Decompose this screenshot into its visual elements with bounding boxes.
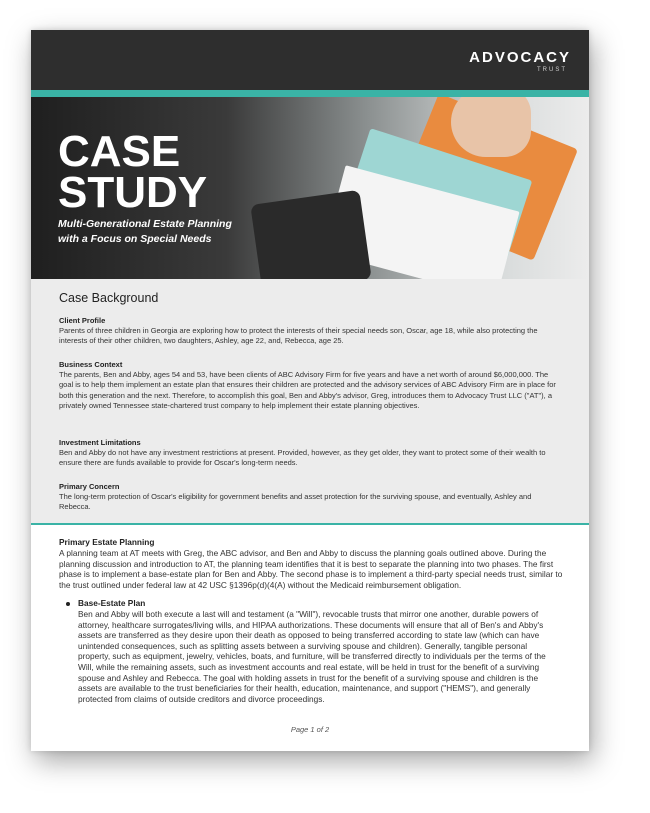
advocacy-trust-logo: ADVOCACY xyxy=(469,49,571,66)
hero-title-line: CASE xyxy=(58,127,181,176)
block-heading: Investment Limitations xyxy=(59,438,141,447)
section-body: A planning team at AT meets with Greg, the ABC advisor, and Ben and Abby to discuss the planning goals outlined above. During the planning discussion and introduction to AT, the planning team identifies that it is best to separate the planning into two phases. The first phase is to implement a base-estate plan for Ben and Abby. The second phase is to implement a third-party special needs trust, similar to the trust outlined under federal law at 42 USC §1396p(d)(4(A) without the Medicaid reimbursement obligation. xyxy=(59,548,563,590)
hero-subtitle-line: Multi-Generational Estate Planning xyxy=(58,218,232,230)
block-body: Parents of three children in Georgia are exploring how to protect the interests of their special needs son, Oscar, age 18, while also protecting the interests of their other children, two daughters, Ashley, age 22, and, Rebecca, age 25. xyxy=(59,326,538,346)
section-heading: Primary Estate Planning xyxy=(59,537,155,547)
sleeve-image xyxy=(250,190,371,279)
business-context-block xyxy=(59,360,564,412)
section-title: Case Background xyxy=(59,291,159,305)
block-body: Ben and Abby do not have any investment restrictions at present. Provided, however, as they get older, they want to protect some of their wealth to ensure there are funds available to provide for Oscar's long-term needs. xyxy=(59,448,546,468)
hero-subtitle-line: with a Focus on Special Needs xyxy=(58,233,212,245)
bullet-body: Ben and Abby will both execute a last will and testament (a "Will"), revocable trusts that mirror one another, durable powers of attorney, healthcare surrogates/living wills, and HIPAA authorizations. These documents will ensure that all of Ben's and Abby's assets are transferred as they desire upon their death as opposed to being transferred according to state law (which can have unintended consequences, such as splitting assets between a surviving spouse and children). Generally, tangible personal property, such as equipment, jewelry, vehicles, boats, and furniture, will be transferred directly to individuals per the terms of the Will, while the remaining assets, such as investment accounts and real estate, will be held in trust for the benefit of a surviving spouse and Ashley and Rebecca. The goal with holding assets in trust for the benefit of a surviving spouse and children is the assets are available to the trust beneficiaries for their health, education, maintenance, and support ("HEMS"), and generally protected from claims of outside creditors and divorce proceedings. xyxy=(78,609,546,704)
hero-title-line: STUDY xyxy=(58,168,208,217)
accent-stripe xyxy=(31,90,589,97)
document-page xyxy=(31,30,589,751)
block-body: The long-term protection of Oscar's eligibility for government benefits and asset protection for the surviving spouse, and eventually, Ashley and Rebecca. xyxy=(59,492,532,512)
hand-image xyxy=(451,97,531,157)
bullet-heading: Base-Estate Plan xyxy=(78,598,146,608)
primary-concern-block xyxy=(59,482,564,513)
logo-subtitle: TRUST xyxy=(537,67,567,73)
header-bar xyxy=(31,30,589,90)
hero-title xyxy=(58,127,208,217)
block-heading: Client Profile xyxy=(59,316,106,325)
primary-estate-planning-section xyxy=(31,525,589,751)
investment-limitations-block xyxy=(59,438,564,469)
client-profile-block xyxy=(59,316,564,347)
block-heading: Primary Concern xyxy=(59,482,120,491)
bullet-icon xyxy=(66,602,70,606)
block-heading: Business Context xyxy=(59,360,123,369)
hero-banner xyxy=(31,97,589,279)
page-number: Page 1 of 2 xyxy=(290,725,330,734)
hero-subtitle xyxy=(58,217,258,247)
block-body: The parents, Ben and Abby, ages 54 and 53, have been clients of ABC Advisory Firm for five years and have a net worth of around $6,000,000. The goal is to help them implement an estate plan that ensures their children are protected and the advisory services of ABC Advisory Firm are in place for both this generation and the next. Therefore, to accomplish this goal, Ben and Abby's advisor, Greg, introduces them to Advocacy Trust LLC ("AT"), a privately owned Tennessee state-chartered trust company to help implement their estate planning objectives. xyxy=(59,370,556,411)
case-background-section xyxy=(31,279,589,523)
